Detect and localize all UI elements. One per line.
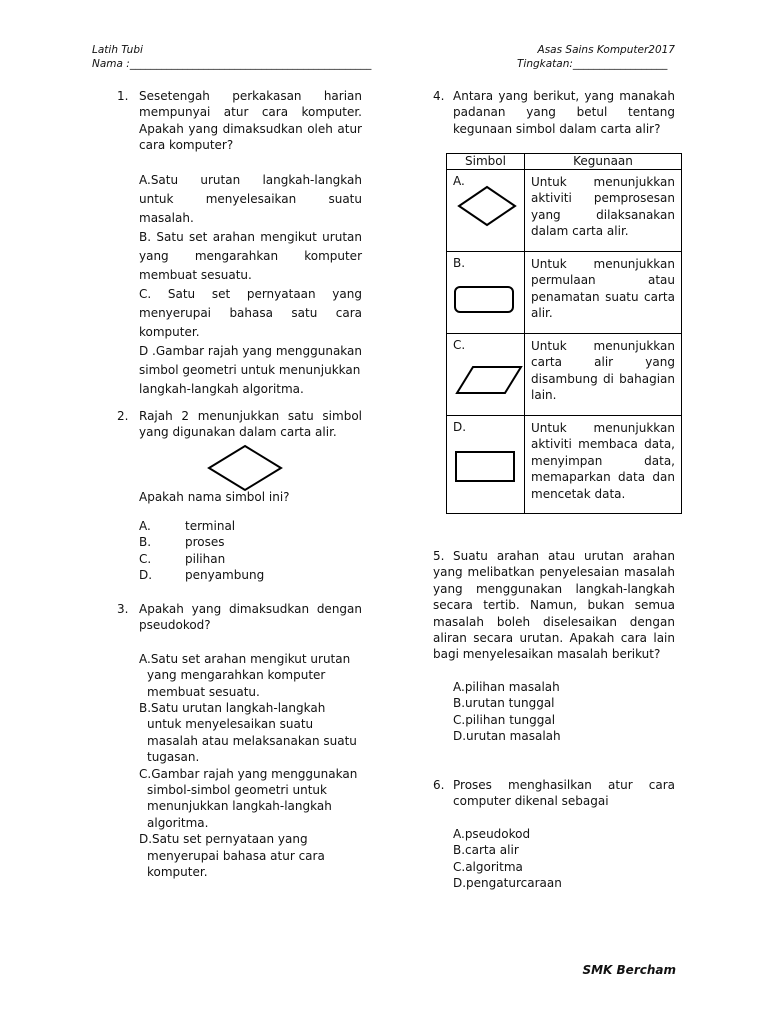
question-stem: Antara yang berikut, yang manakah padanan yang betul tentang kegunaan simbol dalam carta alir? (453, 89, 675, 136)
option-d-text: D .Gambar rajah yang menggunakan simbol geometri untuk menunjukkan langkah-langkah algoritma. (139, 343, 362, 396)
question-stem: Rajah 2 menunjukkan satu simbol yang digunakan dalam carta alir. (139, 409, 362, 440)
row-letter: B. (453, 256, 466, 270)
option-text: penyambung (185, 568, 265, 583)
option-d[interactable]: D.urutan masalah (453, 729, 561, 744)
option-c[interactable]: C. Satu set pernyataan yang menyerupai bahasa satu cara komputer. (139, 286, 362, 339)
rectangle-icon (454, 450, 516, 484)
question-5-options (453, 679, 673, 745)
symbol-cell (447, 334, 525, 416)
terminal-rounded-rectangle-icon (453, 285, 515, 315)
option-a[interactable]: A.Satu urutan langkah-langkah untuk menyelesaikan suatu masalah. (139, 172, 362, 225)
question-2-options (139, 518, 379, 584)
option-b[interactable]: B.Satu urutan langkah-langkah untuk menyelesaikan suatu masalah atau melaksanakan suatu tugasan. (139, 701, 357, 765)
question-2-prompt (139, 489, 379, 505)
question-prompt: Apakah nama simbol ini? (139, 490, 290, 504)
option-text: pilihan (185, 551, 226, 566)
question-stem: Sesetengah perkakasan harian mempunyai atur cara komputer. Apakah yang dimaksudkan oleh atur cara komputer? (139, 89, 362, 153)
table-row[interactable] (447, 334, 682, 416)
option-a[interactable]: A.pseudokod (453, 827, 531, 841)
question-2 (117, 408, 362, 441)
row-letter: C. (453, 338, 466, 352)
option-d[interactable]: D.Satu set pernyataan yang menyerupai bahasa atur cara komputer. (139, 832, 325, 880)
question-number: 6. (433, 778, 445, 792)
question-number: 1. (117, 89, 129, 103)
usage-cell: Untuk menunjukkan carta alir yang disambung di bahagian lain. (525, 334, 682, 416)
option-c[interactable]: C.algoritma (453, 859, 523, 874)
table-header-row (447, 154, 682, 170)
option-d[interactable] (139, 567, 379, 583)
table-row[interactable] (447, 416, 682, 514)
usage-cell: Untuk menunjukkan permulaan atau penamatan suatu carta alir. (525, 252, 682, 334)
question-5 (433, 548, 675, 663)
option-a[interactable]: A.Satu set arahan mengikut urutan yang mengarahkan komputer membuat sesuatu. (139, 651, 351, 699)
option-a[interactable]: A.pilihan masalah (453, 680, 560, 694)
option-d[interactable] (139, 342, 362, 399)
option-b[interactable]: B.carta alir (453, 843, 519, 858)
symbol-usage-table (446, 153, 682, 514)
row-letter: A. (453, 174, 465, 188)
symbol-cell (447, 252, 525, 334)
parallelogram-icon (455, 365, 523, 395)
school-name-footer: SMK Bercham (582, 963, 676, 977)
option-c[interactable]: C.Gambar rajah yang menggunakan simbol-simbol geometri untuk menunjukkan langkah-langkah algoritma. (139, 766, 358, 830)
option-text: terminal (185, 519, 236, 533)
question-number: 2. (117, 409, 129, 423)
option-a[interactable] (139, 518, 379, 534)
option-c[interactable] (139, 551, 379, 567)
table-row[interactable] (447, 252, 682, 334)
option-letter: A. (139, 519, 151, 533)
form-field-label: Tingkatan:__________________ (517, 58, 668, 70)
symbol-cell (447, 416, 525, 514)
option-b[interactable]: B. Satu set arahan mengikut urutan yang mengarahkan komputer membuat sesuatu. (139, 229, 362, 282)
question-number: 5. (433, 549, 445, 563)
question-stem: Proses menghasilkan atur cara computer dikenal sebagai (453, 778, 675, 809)
option-b[interactable] (139, 534, 379, 550)
diamond-symbol-figure (207, 444, 283, 492)
question-number: 3. (117, 602, 129, 616)
usage-cell: Untuk menunjukkan aktiviti pemprosesan yang dilaksanakan dalam carta alir. (525, 170, 682, 252)
question-stem: Suatu arahan atau urutan arahan yang melibatkan penyelesaian masalah yang menggunakan langkah-langkah secara tertib. Namun, bukan semua masalah boleh diselesaikan dengan aliran secara urutan. Apakah cara lain bagi menyelesaikan masalah berikut? (433, 549, 675, 662)
option-d[interactable]: D.pengaturcaraan (453, 876, 562, 891)
option-b[interactable]: B.urutan tunggal (453, 696, 555, 711)
option-letter: B. (139, 535, 152, 550)
option-c[interactable]: C.pilihan tunggal (453, 712, 556, 727)
subject-title: Asas Sains Komputer2017 (537, 44, 675, 56)
column-header-symbol: Simbol (447, 154, 525, 170)
question-1 (117, 88, 362, 399)
option-letter: D. (139, 568, 153, 583)
name-field-label: Nama :______________________________________________ (92, 58, 372, 70)
row-letter: D. (453, 420, 467, 434)
question-stem: Apakah yang dimaksudkan dengan pseudokod? (139, 602, 362, 633)
option-text: proses (185, 535, 225, 550)
header-right (517, 43, 675, 71)
worksheet-title: Latih Tubi (92, 44, 143, 56)
question-number: 4. (433, 89, 445, 103)
header-left (92, 43, 371, 71)
column-header-usage: Kegunaan (525, 154, 682, 170)
question-4 (433, 88, 675, 137)
question-3 (117, 601, 362, 881)
question-6-options (453, 826, 673, 892)
usage-cell: Untuk menunjukkan aktiviti membaca data, menyimpan data, memaparkan data dan mencetak data. (525, 416, 682, 514)
diamond-icon (457, 185, 517, 227)
question-6 (433, 777, 675, 810)
option-letter: C. (139, 551, 152, 566)
table-row[interactable] (447, 170, 682, 252)
symbol-cell (447, 170, 525, 252)
